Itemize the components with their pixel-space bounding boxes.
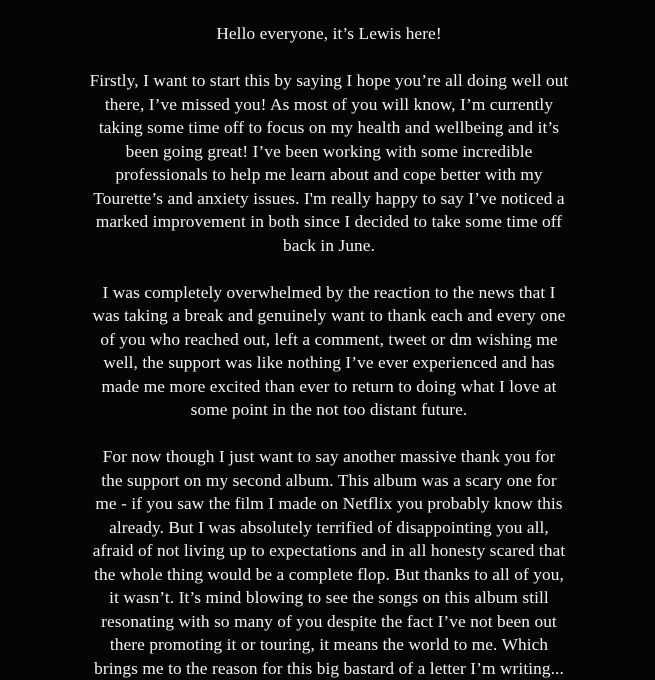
text-line: I was completely overwhelmed by the reaction to the news that I [55,281,603,305]
text-line: the support on my second album. This album was a scary one for [55,469,603,493]
text-line: marked improvement in both since I decided to take some time off [55,210,603,234]
text-line: brings me to the reason for this big bastard of a letter I’m writing... [55,657,603,680]
letter-greeting: Hello everyone, it’s Lewis here! [55,22,603,46]
text-line: me - if you saw the film I made on Netflix you probably know this [55,492,603,516]
text-line: been going great! I’ve been working with some incredible [55,140,603,164]
text-line: was taking a break and genuinely want to thank each and every one [55,304,603,328]
letter-body [55,22,603,680]
text-line: some point in the not too distant future. [55,398,603,422]
paragraph-1 [55,69,603,257]
text-line: Firstly, I want to start this by saying I hope you’re all doing well out [55,69,603,93]
text-line: well, the support was like nothing I’ve ever experienced and has [55,351,603,375]
text-line: taking some time off to focus on my health and wellbeing and it’s [55,116,603,140]
text-line: it wasn’t. It’s mind blowing to see the songs on this album still [55,586,603,610]
text-line: afraid of not living up to expectations and in all honesty scared that [55,539,603,563]
text-line: For now though I just want to say another massive thank you for [55,445,603,469]
text-line: there, I’ve missed you! As most of you will know, I’m currently [55,93,603,117]
paragraph-3 [55,445,603,680]
text-line: resonating with so many of you despite the fact I’ve not been out [55,610,603,634]
paragraph-2 [55,281,603,422]
text-line: the whole thing would be a complete flop. But thanks to all of you, [55,563,603,587]
text-line: made me more excited than ever to return to doing what I love at [55,375,603,399]
text-line: of you who reached out, left a comment, tweet or dm wishing me [55,328,603,352]
text-line: already. But I was absolutely terrified of disappointing you all, [55,516,603,540]
text-line: back in June. [55,234,603,258]
text-line: Tourette’s and anxiety issues. I'm really happy to say I’ve noticed a [55,187,603,211]
text-line: professionals to help me learn about and cope better with my [55,163,603,187]
text-line: there promoting it or touring, it means the world to me. Which [55,633,603,657]
